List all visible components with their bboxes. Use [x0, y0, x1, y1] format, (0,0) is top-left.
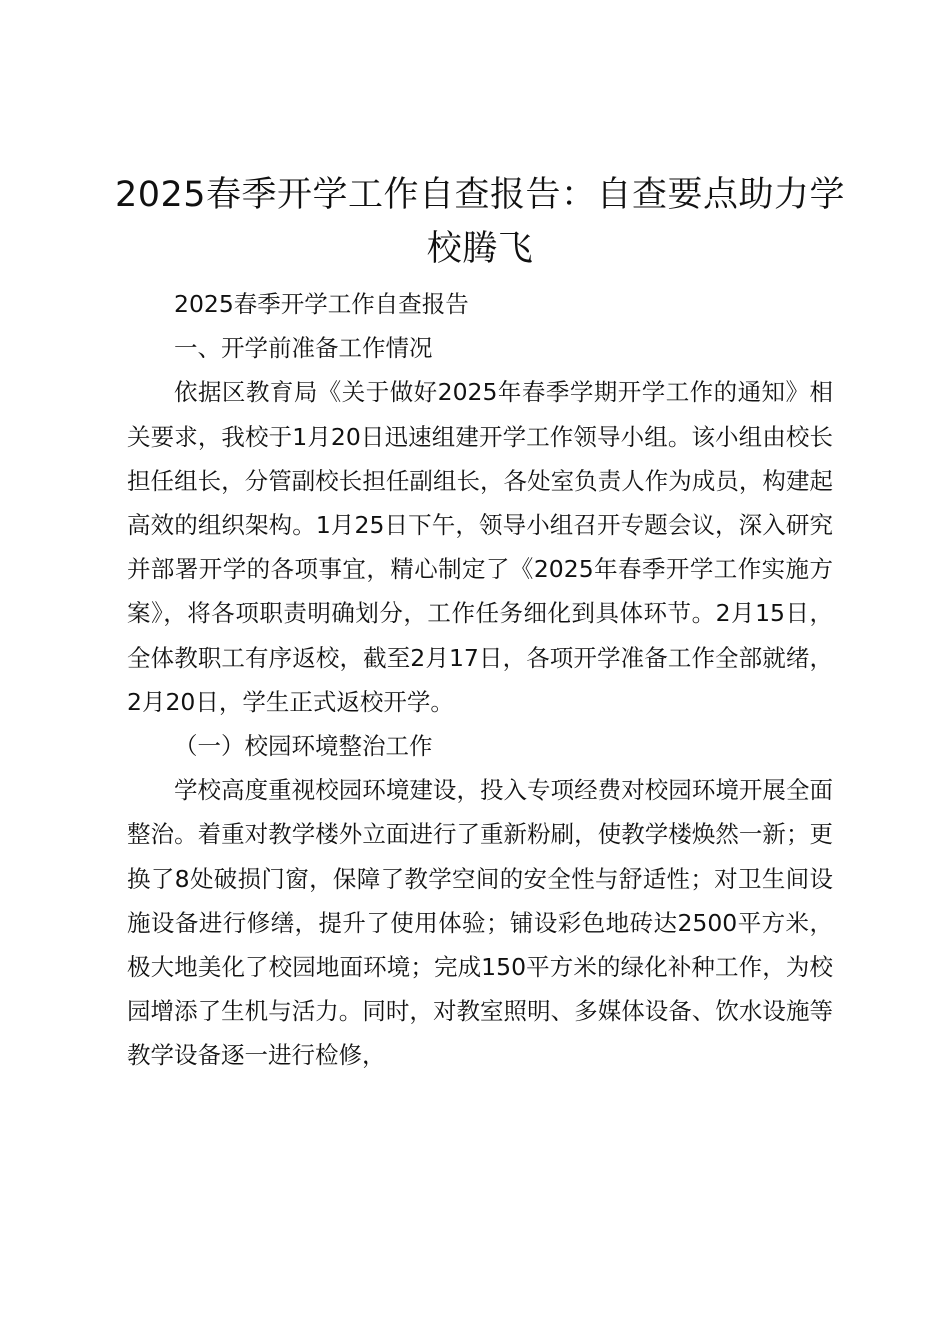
subsection-heading-environment: （一）校园环境整治工作	[174, 732, 433, 761]
document-page	[114, 168, 846, 1078]
paragraph-environment: 学校高度重视校园环境建设，投入专项经费对校园环境开展全面整治。着重对教学楼外立面进行了重新粉刷，使教学楼焕然一新；更换了8处破损门窗，保障了教学空间的安全性与舒适性；对卫生间设施设备进行修缮，提升了使用体验；铺设彩色地砖达2500平方米，极大地美化了校园地面环境；完成150平方米的绿化补种工作，为校园增添了生机与活力。同时，对教室照明、多媒体设备、饮水设施等教学设备逐一进行检修，	[127, 776, 833, 1070]
section-heading-preparation: 一、开学前准备工作情况	[174, 334, 433, 363]
document-title: 2025春季开学工作自查报告：自查要点助力学校腾飞	[114, 175, 846, 269]
paragraph-preparation: 依据区教育局《关于做好2025年春季学期开学工作的通知》相关要求，我校于1月20日迅速组建开学工作领导小组。该小组由校长担任组长，分管副校长担任副组长，各处室负责人作为成员，构建起高效的组织架构。1月25日下午，领导小组召开专题会议，深入研究并部署开学的各项事宜，精心制定了《2025年春季开学工作实施方案》，将各项职责明确划分，工作任务细化到具体环节。2月15日，全体教职工有序返校，截至2月17日，各项开学准备工作全部就绪，2月20日，学生正式返校开学。	[127, 378, 833, 716]
report-subtitle: 2025春季开学工作自查报告	[174, 290, 469, 318]
